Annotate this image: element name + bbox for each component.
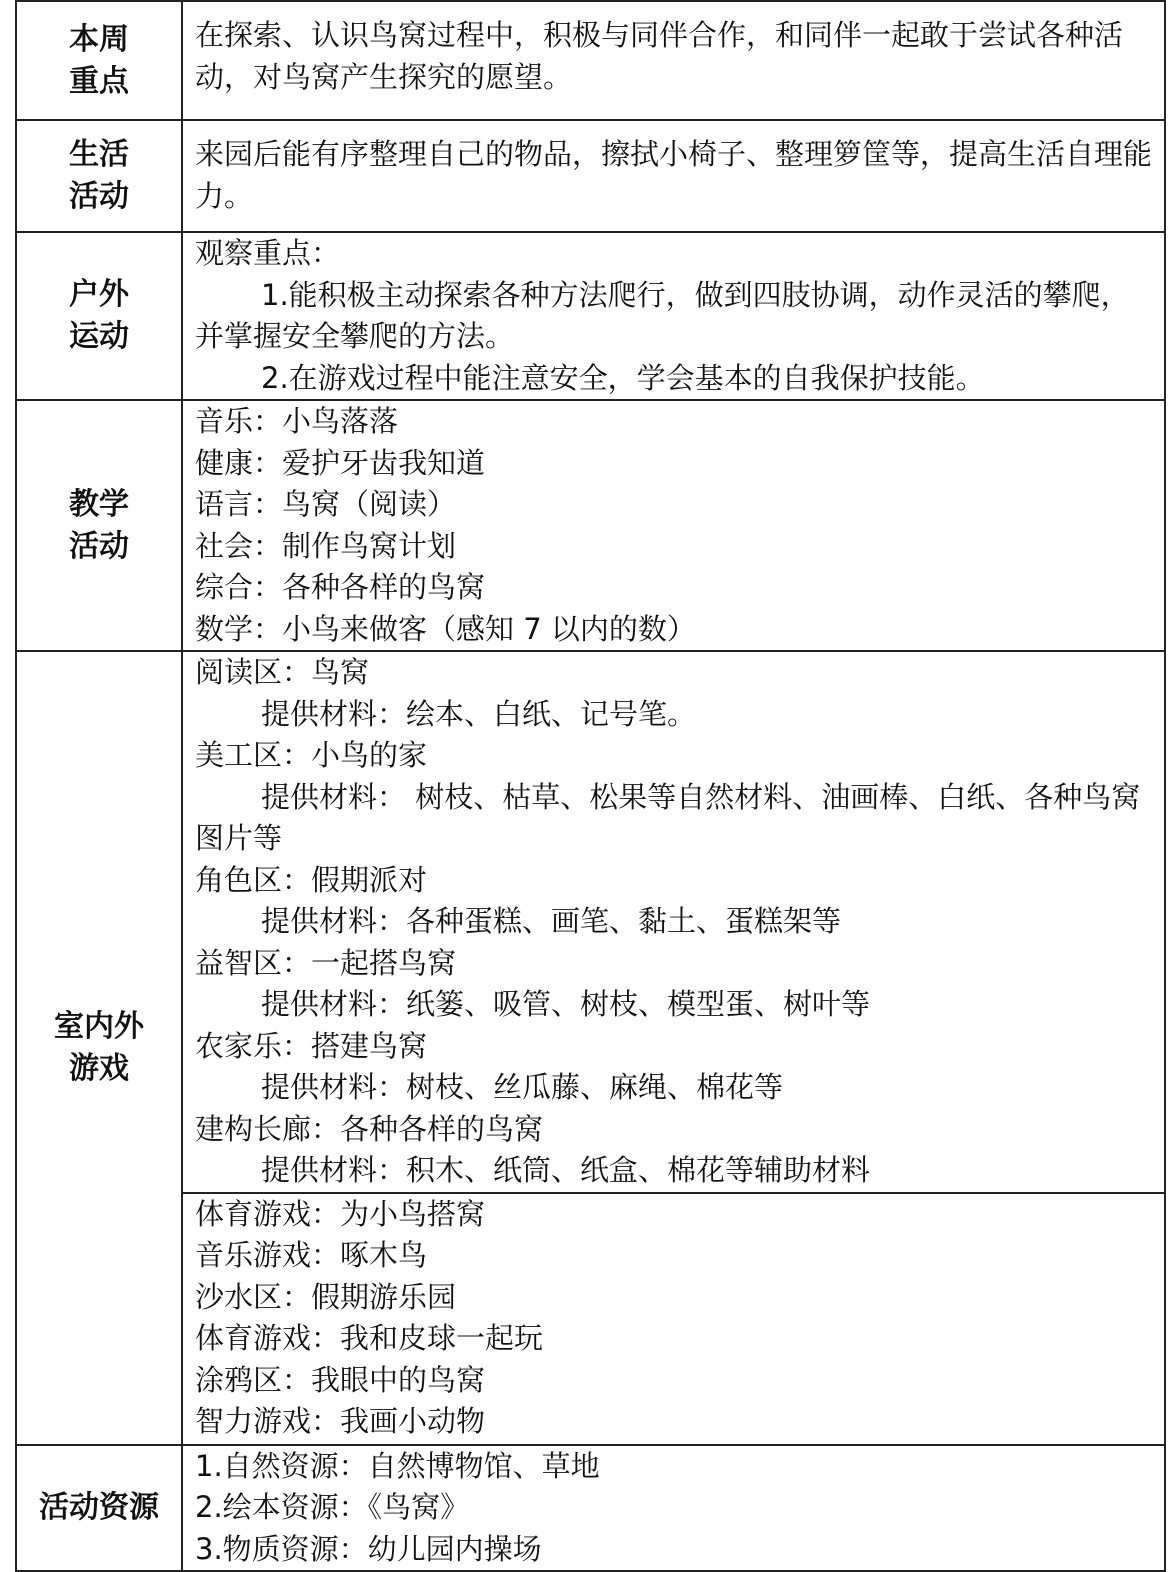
outdoor-title: 观察重点： xyxy=(195,236,341,270)
row-focus xyxy=(16,1,1165,120)
outdoor-game-item: 沙水区：假期游乐园 xyxy=(195,1279,457,1314)
heading-line: 游戏 xyxy=(69,1050,129,1086)
resources-cell xyxy=(182,1445,1165,1572)
focus-text: 在探索、认识鸟窝过程中，积极与同伴合作，和同伴一起敢于尝试各种活动，对鸟窝产生探究的愿望。 xyxy=(195,18,1124,94)
teaching-item: 音乐：小鸟落落 xyxy=(195,404,399,438)
heading-outdoor xyxy=(16,232,182,400)
row-games-outdoor xyxy=(16,1193,1165,1445)
outdoor-point: 1.能积极主动探索各种方法爬行，做到四肢协调，动作灵活的攀爬，并掌握安全攀爬的方法。 xyxy=(195,277,1130,353)
materials-role: 提供材料：各种蛋糕、画笔、黏土、蛋糕架等 xyxy=(261,904,842,938)
outdoor-game-item: 智力游戏：我画小动物 xyxy=(195,1404,486,1438)
heading-line: 户外 xyxy=(69,277,129,312)
heading-line: 活动 xyxy=(69,179,129,214)
area-art: 美工区：小鸟的家 xyxy=(195,738,428,772)
heading-line: 运动 xyxy=(69,319,129,354)
weekly-plan-table xyxy=(15,0,1166,1572)
outdoor-point: 2.在游戏过程中能注意安全，学会基本的自我保护技能。 xyxy=(261,360,985,395)
area-reading: 阅读区：鸟窝 xyxy=(195,655,370,689)
life-text: 来园后能有序整理自己的物品，擦拭小椅子、整理箩筐等，提高生活自理能力。 xyxy=(195,137,1153,213)
heading-focus xyxy=(16,1,182,120)
heading-line: 室内外 xyxy=(54,1008,144,1044)
teaching-item: 社会：制作鸟窝计划 xyxy=(195,528,457,563)
teaching-item: 健康：爱护牙齿我知道 xyxy=(195,445,486,480)
materials-puzzle: 提供材料：纸篓、吸管、树枝、模型蛋、树叶等 xyxy=(261,987,871,1021)
teaching-item: 语言：鸟窝（阅读） xyxy=(195,487,457,521)
row-resources xyxy=(16,1445,1165,1572)
row-outdoor xyxy=(16,232,1165,400)
materials-art: 提供材料： 树枝、枯草、松果等自然材料、油画棒、白纸、各种鸟窝图片等 xyxy=(195,779,1141,855)
outdoor-cell xyxy=(182,232,1165,400)
area-puzzle: 益智区：一起搭鸟窝 xyxy=(195,945,457,980)
outdoor-game-item: 涂鸦区：我眼中的鸟窝 xyxy=(195,1362,486,1397)
heading-line: 本周 xyxy=(69,21,129,57)
outdoor-games-cell xyxy=(182,1193,1165,1445)
focus-cell xyxy=(182,1,1165,120)
row-teaching xyxy=(16,400,1165,651)
indoor-games-cell xyxy=(182,651,1165,1193)
materials-corridor: 提供材料：积木、纸筒、纸盒、棉花等辅助材料 xyxy=(261,1153,871,1187)
outdoor-game-item: 体育游戏：我和皮球一起玩 xyxy=(195,1321,544,1355)
heading-line: 生活 xyxy=(69,137,129,172)
area-corridor: 建构长廊：各种各样的鸟窝 xyxy=(195,1111,544,1146)
row-life xyxy=(16,120,1165,232)
area-farm: 农家乐：搭建鸟窝 xyxy=(195,1028,428,1063)
heading-line: 教学 xyxy=(69,486,129,522)
heading-games xyxy=(16,651,182,1445)
materials-farm: 提供材料：树枝、丝瓜藤、麻绳、棉花等 xyxy=(261,1070,784,1104)
heading-teaching xyxy=(16,400,182,651)
life-cell xyxy=(182,120,1165,232)
teaching-item: 数学：小鸟来做客（感知 7 以内的数） xyxy=(195,611,696,646)
outdoor-game-item: 体育游戏：为小鸟搭窝 xyxy=(195,1196,486,1231)
resource-item: 2.绘本资源：《鸟窝》 xyxy=(195,1490,470,1524)
heading-life xyxy=(16,120,182,232)
materials-reading: 提供材料：绘本、白纸、记号笔。 xyxy=(261,696,697,731)
resource-item: 1.自然资源：自然博物馆、草地 xyxy=(195,1448,600,1483)
row-games-indoor xyxy=(16,651,1165,1193)
outdoor-game-item: 音乐游戏：啄木鸟 xyxy=(195,1238,428,1272)
heading-line: 活动 xyxy=(69,528,129,564)
area-role: 角色区：假期派对 xyxy=(195,862,428,897)
teaching-cell xyxy=(182,400,1165,651)
teaching-item: 综合：各种各样的鸟窝 xyxy=(195,570,486,604)
resource-item: 3.物质资源：幼儿园内操场 xyxy=(195,1531,542,1566)
heading-line: 重点 xyxy=(69,63,129,99)
heading-resources xyxy=(16,1445,182,1572)
heading-line: 活动资源 xyxy=(39,1489,159,1525)
